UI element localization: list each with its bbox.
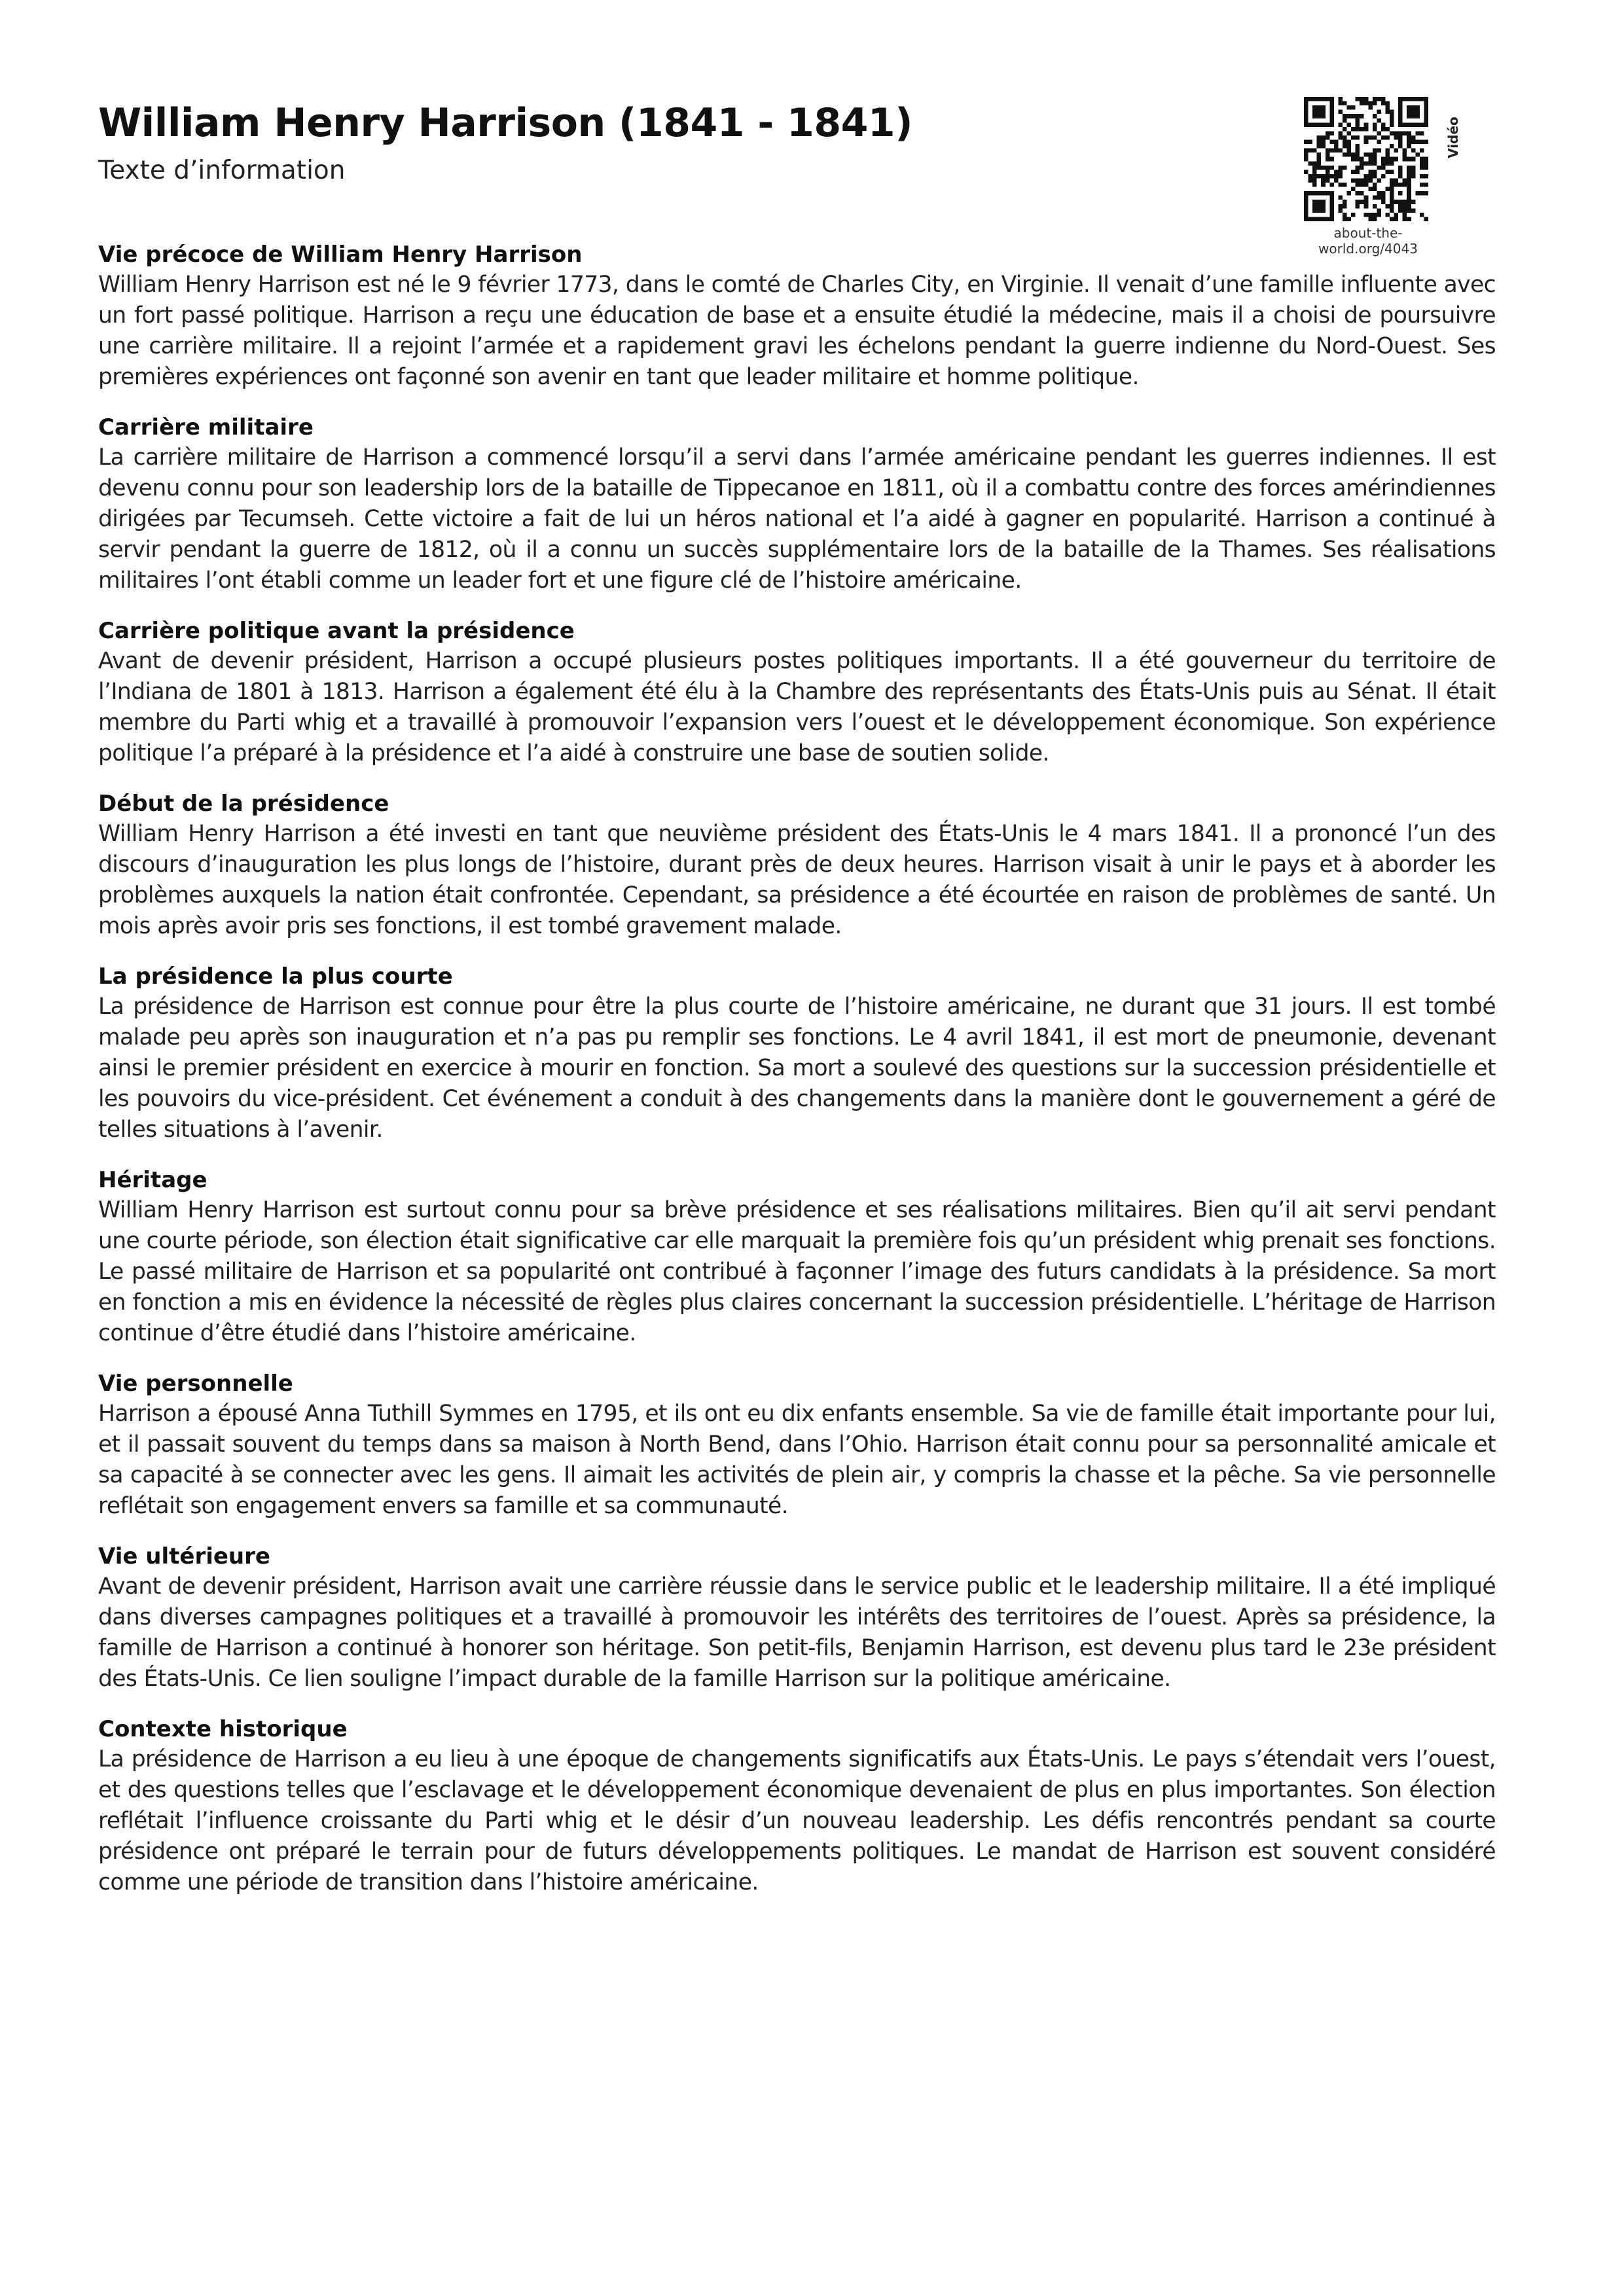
section-body: La présidence de Harrison a eu lieu à une époque de changements significatifs aux États-Unis. Le pays s’étendait vers l’ouest, et des questions telles que l’esclavage et le développement économique devenaient de plus en plus importantes. Son élection reflétait l’influence croissante du Parti whig et le désir d’un nouveau leadership. Les défis rencontrés pendant sa courte présidence ont préparé le terrain pour de futurs développements politiques. Le mandat de Harrison est souvent considéré comme une période de transition dans l’histoire américaine. — [98, 1746, 1496, 1895]
section-body: La présidence de Harrison est connue pour être la plus courte de l’histoire américaine, ne durant que 31 jours. Il est tombé malade peu après son inauguration et n’a pas pu remplir ses fonctions. Le 4 avril 1841, il est mort de pneumonie, devenant ainsi le premier président en exercice à mourir en fonction. Sa mort a soulevé des questions sur la succession présidentielle et les pouvoirs du vice-président. Cet événement a conduit à des changements dans la manière dont le gouvernement a géré de telles situations à l’avenir. — [98, 994, 1496, 1143]
section-heading: Contexte historique — [98, 1716, 348, 1742]
section-body: Harrison a épousé Anna Tuthill Symmes en 1795, et ils ont eu dix enfants ensemble. Sa vie de famille était importante pour lui, et il passait souvent du temps dans sa maison à North Bend, dans l’Ohio. Harrison était connu pour sa personnalité amicale et sa capacité à se connecter avec les gens. Il aimait les activités de plein air, y compris la chasse et la pêche. Sa vie personnelle reflétait son engagement envers sa famille et sa communauté. — [98, 1401, 1496, 1519]
qr-block[interactable] — [1290, 97, 1461, 257]
section-heading: Vie personnelle — [98, 1371, 293, 1397]
section — [98, 240, 1496, 393]
qr-video-label: Vidéo — [1445, 117, 1461, 158]
section-heading: Vie ultérieure — [98, 1543, 270, 1570]
section — [98, 1541, 1496, 1695]
section-heading: Vie précoce de William Henry Harrison — [98, 242, 583, 268]
qr-url[interactable]: about-the-world.org/4043 — [1318, 225, 1418, 257]
content-sections — [98, 240, 1496, 1918]
section-body: William Henry Harrison est surtout connu pour sa brève présidence et ses réalisations militaires. Bien qu’il ait servi pendant une courte période, son élection était significative car elle marquait la première fois qu’un président whig prenait ses fonctions. Le passé militaire de Harrison et sa popularité ont contribué à façonner l’image des futurs candidats à la présidence. Sa mort en fonction a mis en évidence la nécessité de règles plus claires concernant la succession présidentielle. L’héritage de Harrison continue d’être étudié dans l’histoire américaine. — [98, 1197, 1496, 1346]
section — [98, 616, 1496, 769]
section — [98, 961, 1496, 1145]
section — [98, 412, 1496, 596]
page-title: William Henry Harrison (1841 - 1841) — [98, 100, 913, 146]
section — [98, 789, 1496, 942]
section-heading: La présidence la plus courte — [98, 963, 453, 990]
section-heading: Carrière militaire — [98, 414, 314, 440]
section-heading: Héritage — [98, 1167, 208, 1193]
section-body: Avant de devenir président, Harrison avait une carrière réussie dans le service public et le leadership militaire. Il a été impliqué dans diverses campagnes politiques et a travaillé à promouvoir les intérêts des territoires de l’ouest. Après sa présidence, la famille de Harrison a continué à honorer son héritage. Son petit-fils, Benjamin Harrison, est devenu plus tard le 23e président des États-Unis. Ce lien souligne l’impact durable de la famille Harrison sur la politique américaine. — [98, 1573, 1496, 1692]
qr-code-icon[interactable] — [1304, 97, 1428, 221]
section — [98, 1369, 1496, 1522]
section-body: William Henry Harrison est né le 9 février 1773, dans le comté de Charles City, en Virginie. Il venait d’une famille influente avec un fort passé politique. Harrison a reçu une éducation de base et a ensuite étudié la médecine, mais il a choisi de poursuivre une carrière militaire. Il a rejoint l’armée et a rapidement gravi les échelons pendant la guerre indienne du Nord-Ouest. Ses premières expériences ont façonné son avenir en tant que leader militaire et homme politique. — [98, 272, 1496, 390]
section-heading: Début de la présidence — [98, 791, 389, 817]
section-heading: Carrière politique avant la présidence — [98, 618, 575, 644]
section-body: La carrière militaire de Harrison a commencé lorsqu’il a servi dans l’armée américaine pendant les guerres indiennes. Il est devenu connu pour son leadership lors de la bataille de Tippecanoe en 1811, où il a combattu contre des forces amérindiennes dirigées par Tecumseh. Cette victoire a fait de lui un héros national et l’a aidé à gagner en popularité. Harrison a continué à servir pendant la guerre de 1812, où il a connu un succès supplémentaire lors de la bataille de la Thames. Ses réalisations militaires l’ont établi comme un leader fort et une figure clé de l’histoire américaine. — [98, 444, 1496, 594]
section-body: William Henry Harrison a été investi en tant que neuvième président des États-Unis le 4 mars 1841. Il a prononcé l’un des discours d’inauguration les plus longs de l’histoire, durant près de deux heures. Harrison visait à unir le pays et à aborder les problèmes auxquels la nation était confrontée. Cependant, sa présidence a été écourtée en raison de problèmes de santé. Un mois après avoir pris ses fonctions, il est tombé gravement malade. — [98, 821, 1496, 939]
section-body: Avant de devenir président, Harrison a occupé plusieurs postes politiques importants. Il a été gouverneur du territoire de l’Indiana de 1801 à 1813. Harrison a également été élu à la Chambre des représentants des États-Unis puis au Sénat. Il était membre du Parti whig et a travaillé à promouvoir l’expansion vers l’ouest et le développement économique. Son expérience politique l’a préparé à la présidence et l’a aidé à construire une base de soutien solide. — [98, 648, 1496, 766]
section — [98, 1165, 1496, 1349]
section — [98, 1714, 1496, 1898]
page-subtitle: Texte d’information — [98, 156, 346, 185]
